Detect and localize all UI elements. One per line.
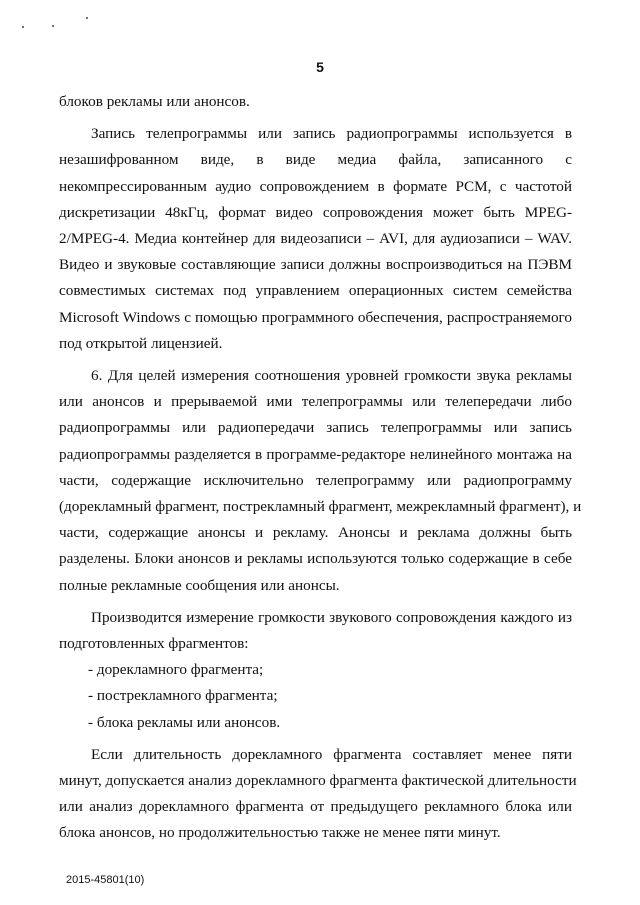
- text-line: совместимых системах под управлением операционных систем семейства: [59, 282, 572, 300]
- text-line: радиопрограммы разделяется в программе-редакторе нелинейного монтажа на: [59, 445, 572, 463]
- scan-speck: [52, 25, 54, 27]
- text-line: Microsoft Windows с помощью программного обеспечения, распространяемого: [59, 308, 572, 326]
- list-item: - пострекламного фрагмента;: [88, 687, 278, 705]
- text-line: радиопрограммы или радиопередачи запись телепрограммы или запись: [59, 419, 572, 437]
- text-line: полные рекламные сообщения или анонсы.: [59, 576, 340, 594]
- scan-speck: [86, 17, 88, 19]
- document-body: [59, 89, 582, 847]
- paragraph-loudness-measurement: [59, 605, 572, 657]
- text-line: или анонсов и прерываемой ими телепрограммы или телепередачи либо: [59, 393, 572, 411]
- text-line: блоков рекламы или анонсов.: [59, 93, 250, 110]
- text-line: Видео и звуковые составляющие записи должны воспроизводиться на ПЭВМ: [59, 256, 572, 274]
- text-line: разделены. Блоки анонсов и рекламы используются только содержащие в себе: [59, 550, 572, 568]
- text-line: некомпрессированным аудио сопровождением в формате PCM, с частотой: [59, 177, 572, 195]
- scan-speck: [22, 26, 24, 28]
- text-line: минут, допускается анализ дорекламного фрагмента фактической длительности: [59, 772, 577, 790]
- paragraph-duration-rule: [59, 742, 577, 847]
- document-id: 2015-45801(10): [66, 874, 145, 886]
- text-line: под открытой лицензией.: [59, 334, 223, 352]
- text-line: 6. Для целей измерения соотношения уровней громкости звука рекламы: [91, 367, 572, 385]
- text-line: дискретизации 48кГц, формат видео сопровождения может быть MPEG-: [59, 203, 572, 221]
- paragraph-measurement-purpose: [59, 363, 582, 599]
- text-line: подготовленных фрагментов:: [59, 635, 249, 653]
- text-line: Запись телепрограммы или запись радиопрограммы используется в: [91, 125, 572, 143]
- text-line: Если длительность дорекламного фрагмента составляет менее пяти: [91, 745, 572, 763]
- text-line: или анализ дорекламного фрагмента от предыдущего рекламного блока или: [59, 798, 572, 816]
- text-line: (дорекламный фрагмент, пострекламный фрагмент, межрекламный фрагмент), и: [59, 498, 582, 516]
- paragraph-recording-format: [59, 121, 572, 357]
- text-line: блока анонсов, но продолжительностью также не менее пяти минут.: [59, 824, 501, 842]
- text-line: Производится измерение громкости звукового сопровождения каждого из: [91, 608, 572, 626]
- list-item: - дорекламного фрагмента;: [88, 661, 264, 679]
- page-number: 5: [316, 59, 324, 75]
- list-item: - блока рекламы или анонсов.: [88, 713, 281, 731]
- text-line: 2/MPEG-4. Медиа контейнер для видеозаписи – AVI, для аудиозаписи – WAV.: [59, 230, 572, 248]
- paragraph-continuation: [59, 89, 572, 115]
- text-line: незашифрованном виде, в виде медиа файла, записанного с: [59, 151, 572, 169]
- text-line: части, содержащие исключительно телепрограмму или радиопрограмму: [59, 471, 572, 489]
- text-line: части, содержащие анонсы и рекламу. Анонсы и реклама должны быть: [59, 524, 572, 542]
